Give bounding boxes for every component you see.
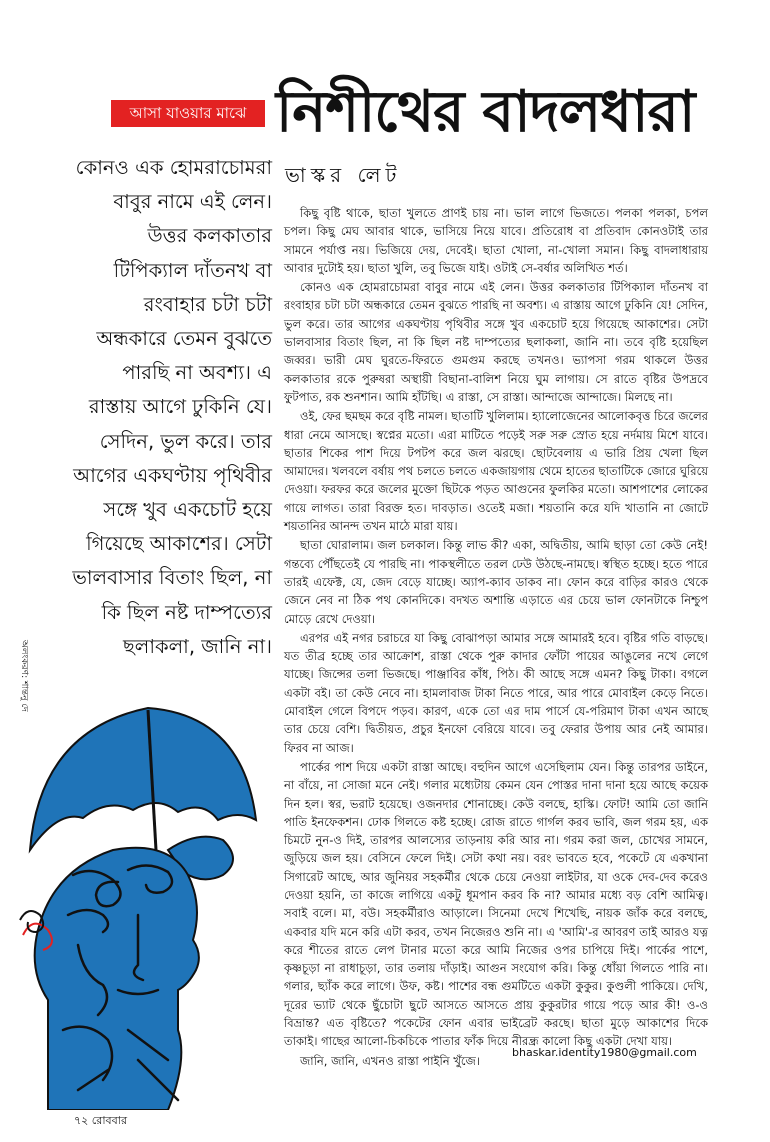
body-paragraph: কিছু বৃষ্টি থাকে, ছাতা খুলতে প্রাণই চায় না। ভাল লাগে ভিজতে। পলকা পলকা, চপল চপল। কিছু মেঘ আবার থাকে, ভাসিয়ে নিয়ে যাবে। প্রতিরোধ বা প্রতিবাদ কোনওটাই তার সামনে পর্যাপ্ত নয়। ভিজিয়ে দেয়, দেবেই। ছাতা খোলা, না-খোলা সমান। কিছু বাদলাধারায় আবার দুটোই হয়। ছাতা খুলি, তবু ভিজে যাই। ওটাই সে-বর্ষার অলিখিত শর্ত। <box>284 206 708 275</box>
illustration-credit: অলংকরণ: শান্তনু দে <box>19 640 29 712</box>
article-body <box>284 204 708 1071</box>
page-folio: ৭২ রোববার <box>74 1114 127 1127</box>
pull-quote: কোনও এক হোমরাচোমরা বাবুর নামে এই লেন। উত্তর কলকাতার টিপিক্যাল দাঁতনখ বা রংবাহার চটা চটা অন্ধকারে তেমন বুঝতে পারছি না অবশ্য। এ রাস্তায় আগে ঢুকিনি যে। সেদিন, ভুল করে। তার আগের একঘণ্টায় পৃথিবীর সঙ্গে খুব একচোট হয়ে গিয়েছে আকাশের। সেটা ভালবাসার বিতাং ছিল, না কি ছিল নষ্ট দাম্পত্যের ছলাকলা, জানি না। <box>72 156 272 658</box>
body-paragraph: ছাতা ঘোরালাম। জল চলকাল। কিন্তু লাভ কী? একা, অদ্বিতীয়, আমি ছাড়া তো কেউ নেই! গন্তব্যে পৌঁছতেই যে পারছি না। পাকস্থলীতে তরল ঢেউ উঠছে-নামছে। স্বস্থিত হচ্ছে। হতে পারে তারই এফেক্ট, যে, জেদ বেড়ে যাচ্ছে। অ্যাপ-ক্যাব ডাকব না। ফোন করে বাড়ির কারও থেকে জেনে নেব না ঠিক পথ কোনদিকে। বদখত অশান্তি এড়াতে এর চেয়ে ভাল ফোনটাকে নিশ্চুপ মোড়ে রেখে দেওয়া। <box>284 538 708 626</box>
body-paragraph: পার্কের পাশ দিয়ে একটা রাস্তা আছে। বহুদিন আগে এসেছিলাম যেন। কিন্তু তারপর ডাইনে, না বাঁয়ে, না সোজা মনে নেই। গলার মধ্যেটায় কেমন যেন পোস্তর দানা দানা হয়ে আছে কয়েক দিন হল। স্বর, ভরাট হয়েছে। ওজনদার শোনাচ্ছে। কেউ বলছে, হাস্কি। ফোট! আমি তো জানি পাতি ইনফেকশন। ঢোক গিলতে কষ্ট হচ্ছে। রোজ রাতে গার্গল করব ভাবি, জল গরম হয়, এক চিমটে নুন-ও দিই, তারপর আলস্যের তাড়নায় করি আর না। গরম করা জল, চোখের সামনে, জুড়িয়ে জল হয়। বেসিনে ফেলে দিই। সেটা কথা নয়। বরং ভাবতে হবে, পকেটে যে একখানা সিগারেট আছে, আর জুনিয়র সহকর্মীর থেকে চেয়ে নেওয়া লাইটার, যা ওকে দেব-দেব করেও দেওয়া হয়নি, তা কাজে লাগিয়ে একটু ধূমপান করব কি না? আমার মধ্যে বড় বেশি আমিত্ব। সবাই বলে। মা, বউ। সহকর্মীরাও আড়ালে। সিনেমা দেখে শিখেছি, নায়ক জাঁক করে বলছে, একবার যদি মনে করি এটা করব, তখন নিজেরও শুনি না। এ 'আমি'-র আবরণ তাই আরও যত্ন করে শীতের রাতে লেপ টানার মতো করে আমি নিজের ওপর চাপিয়ে দিই। পার্কের পাশে, কৃষ্ণচূড়া না রাধাচূড়া, তার তলায় দাঁড়াই। আগুন সংযোগ করি। কিন্তু ধোঁয়া গিলতে পারি না। গলার, ছ্যাঁক করে লাগে। উফ, কষ্ট। পাশের বন্ধ গুমটিতে একটা কুকুর। কুণ্ডলী পাকিয়ে। দেখি, দূরের ভ্যাট থেকে ছুঁচোটা ছুটে আসতে আসতে প্রায় কুকুরটার গায়ে পড়ে আর কী! ও-ও বিভ্রান্ত? এত বৃষ্টিতে? পকেটের ফোন এবার ভাইব্রেট করছে। ছাতা মুড়ে আকাশের দিকে তাকাই। গাছের আলো-চিকচিকে পাতার ফাঁক দিয়ে নীরন্ধ্র কালো কিছু একটা দেখা যায়। <box>284 759 708 1049</box>
author-byline: ভাস্কর লেট <box>285 163 402 187</box>
section-kicker: আসা যাওয়ার মাঝে <box>111 100 265 127</box>
author-email[interactable]: bhaskar.identity1980@gmail.com <box>512 1046 697 1059</box>
umbrella-illustration <box>18 700 263 1110</box>
umbrella-canopy <box>30 708 256 850</box>
body-paragraph: কোনও এক হোমরাচোমরা বাবুর নামে এই লেন। উত্তর কলকাতার টিপিক্যাল দাঁতনখ বা রংবাহার চটা চটা অন্ধকারে তেমন বুঝতে পারছি না অবশ্য। এ রাস্তায় আগে ঢুকিনি যে! সেদিন, ভুল করে। তার আগের একঘণ্টায় পৃথিবীর সঙ্গে খুব একচোট হয়ে গিয়েছে আকাশের। সেটা ভালবাসার বিতাং ছিল, না কি ছিল নষ্ট দাম্পত্যের ছলাকলা, জানি না। তবে বৃষ্টি হয়েছিল জব্বর। ভারী মেঘ ঘুরতে-ফিরতে গুমগুম করছে তখনও। ভ্যাপসা গরম থাকলে উত্তর কলকাতার রকে পুরুষরা অস্থায়ী বিছানা-বালিশ নিয়ে ঘুম লাগায়। সে রাতে বৃষ্টির উপদ্রবে ফুটপাত, রক শুনশান। আমি হাঁটছি। এ রাস্তা, সে রাস্তা। আন্দাজে আন্দাজে। মিলছে না। <box>284 280 708 404</box>
body-paragraph: জানি, জানি, এখনও রাস্তা পাইনি খুঁজে। <box>300 1053 480 1068</box>
body-paragraph: এরপর এই নগর চরাচরে যা কিছু বোঝাপড়া আমার সঙ্গে আমারই হবে। বৃষ্টির গতি বাড়ছে। যত তীব্র হচ্ছে তার আক্রোশ, রাস্তা থেকে পুরু কাদার ফোঁটা পায়ের আঙুলের নখে লেগে যাচ্ছে। জিন্সের তলা ভিজছে। পাঞ্জাবির কাঁধ, পিঠ। কী আছে সঙ্গে এমন? কিছু টাকা। বগলে একটা বই। তা কেউ নেবে না। হামলাবাজ টাকা নিতে পারে, আর পারে মোবাইল কেড়ে নিতে। মোবাইল গেলে বিপদে পড়ব। কারণ, একে তো এর দাম পার্সে যে-পরিমাণ টাকা এখন আছে তার চেয়ে বেশি। দ্বিতীয়ত, প্রচুর ইনফো বেরিয়ে যাবে। তবু ফেরার উপায় আর নেই আমার। ফিরব না আজ। <box>284 630 708 755</box>
body-paragraph: ওই, ফের ছমছম করে বৃষ্টি নামল। ছাতাটি খুলিলাম। হ্যালোজেনের আলোকবৃত্ত চিরে জলের ধারা নেমে আসছে। স্বপ্নের মতো। এরা মাটিতে পড়েই সরু সরু স্রোত হয়ে নর্দমায় মিশে যাবে। ছাতার শিকের পাশ দিয়ে টপটপ করে জল ঝরছে। ছোটবেলায় এ ভারি প্রিয় খেলা ছিল আমাদের। খলবলে বর্ষায় পথ চলতে চলতে একজায়গায় থেমে হাতের ছাতাটিকে জোরে ঘুরিয়ে দেওয়া। ফরফর করে জলের মুক্তো ছিটকে পড়ত আগুনের ফুলকির মতো। আশপাশের লোকের গায়ে লাগত। তারা বিরক্ত হত। দাবড়াত। ওতেই মজা। শয়তানি করে যদি খাতানি না জোটে শয়তানির আনন্দ তখন মাঠে মারা যায়। <box>284 409 708 534</box>
head-silhouette <box>35 848 199 1110</box>
article-title: নিশীথের বাদলধারা <box>276 79 695 145</box>
